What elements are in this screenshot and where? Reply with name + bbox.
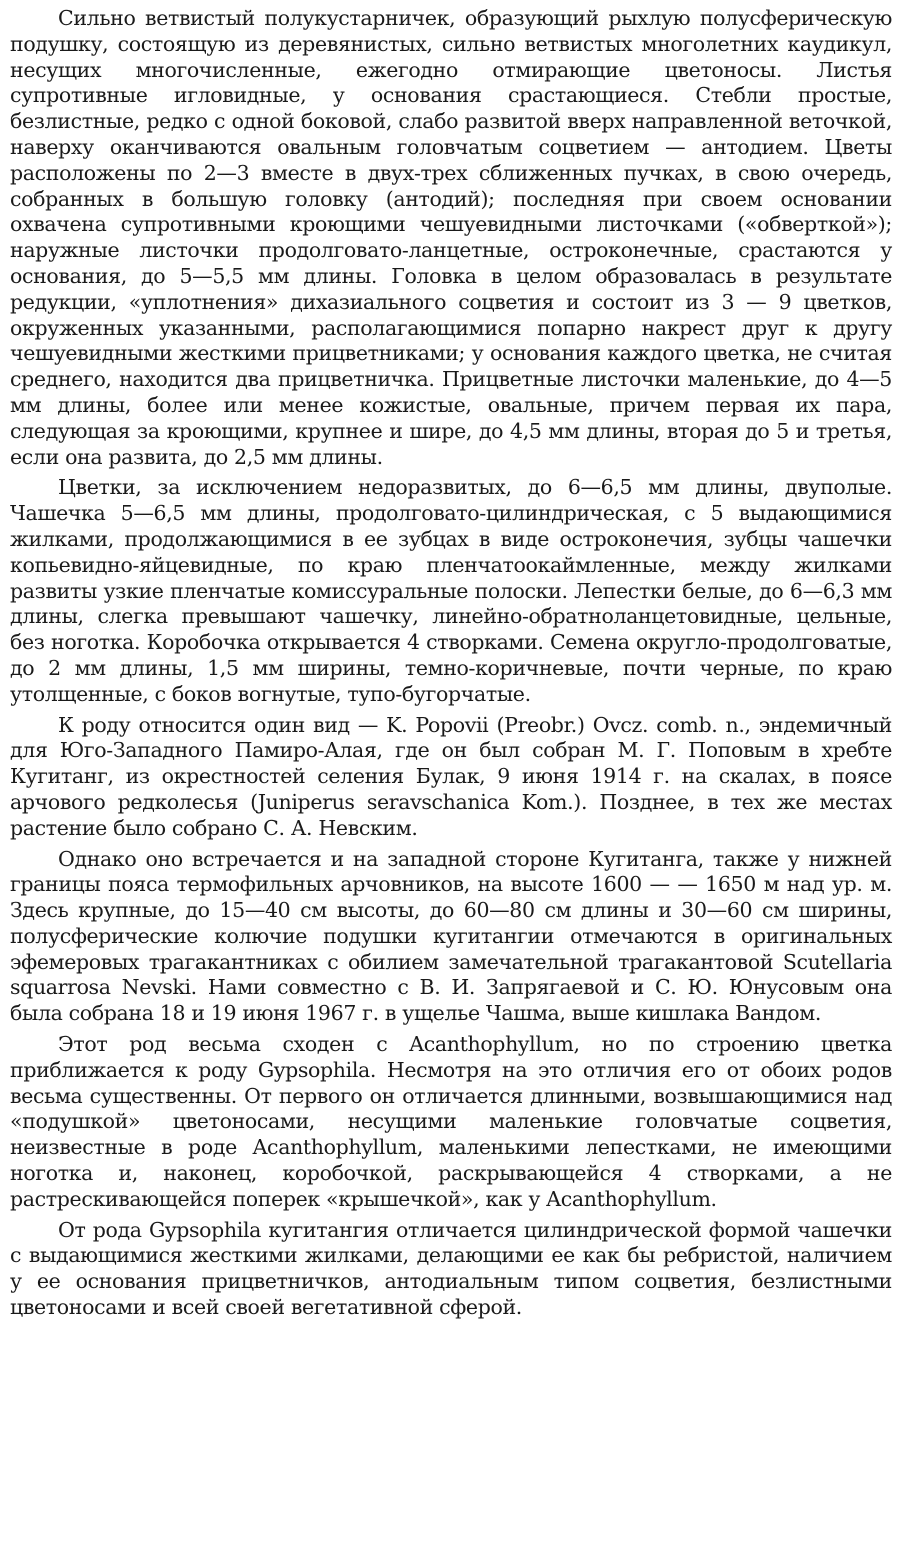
paragraph-comparison-acanthophyllum: Этот род весьма сходен с Acanthophyllum, но по строению цветка приближается к роду Gypsophila. Несмотря на это отличия его от обоих родов весьма существенны. От первого он отличается длинными, возвышающимися над «подушкой» цветоносами, несущими маленькие головчатые соцветия, неизвестные в роде Acanthophyllum, маленькими лепестками, не имеющими ноготка и, наконец, коробочкой, раскрывающейся 4 створками, а не растрескивающейся поперек «крышечкой», как у Acanthophyllum. — [10, 1032, 892, 1211]
paragraph-plant-description: Сильно ветвистый полукустарничек, образующий рыхлую полусферическую подушку, состоящую из деревянистых, сильно ветвистых многолетних каудикул, несущих многочисленные, ежегодно отмирающие цветоносы. Листья супротивные игловидные, у основания срастающиеся. Стебли простые, безлистные, редко с одной боковой, слабо развитой вверх направленной веточкой, наверху оканчиваются овальным головчатым соцветием — антодием. Цветы расположены по 2—3 вместе в двух-трех сближенных пучках, в свою очередь, собранных в большую головку (антодий); последняя при своем основании охвачена супротивными кроющими чешуевидными листочками («обверткой»); наружные листочки продолговато-ланцетные, остроконечные, срастаются у основания, до 5—5,5 мм длины. Головка в целом образовалась в результате редукции, «уплотнения» дихазиального соцветия и состоит из 3 — 9 цветков, окруженных указанными, располагающимися попарно накрест друг к другу чешуевидными жесткими прицветниками; у основания каждого цветка, не считая среднего, находится два прицветничка. Прицветные листочки маленькие, до 4—5 мм длины, более или менее кожистые, овальные, причем первая их пара, следующая за кроющими, крупнее и шире, до 4,5 мм длины, вторая до 5 и третья, если она развита, до 2,5 мм длины. — [10, 6, 892, 469]
paragraph-comparison-gypsophila: От рода Gypsophila кугитангия отличается цилиндрической формой чашечки с выдающимися жесткими жилками, делающими ее как бы ребристой, наличием у ее основания прицветничков, антодиальным типом соцветия, безлистными цветоносами и всей своей вегетативной сферой. — [10, 1217, 892, 1320]
paragraph-flowers-description: Цветки, за исключением недоразвитых, до 6—6,5 мм длины, двуполые. Чашечка 5—6,5 мм длины, продолговато-цилиндрическая, с 5 выдающимися жилками, продолжающимися в ее зубцах в виде остроконечия, зубцы чашечки копьевидно-яйцевидные, по краю пленчатоокаймленные, между жилками развиты узкие пленчатые комиссуральные полоски. Лепестки белые, до 6—6,3 мм длины, слегка превышают чашечку, линейно-обратноланцетовидные, цельные, без ноготка. Коробочка открывается 4 створками. Семена округло-продолговатые, до 2 мм длины, 1,5 мм ширины, темно-коричневые, почти черные, по краю утолщенные, с боков вогнутые, тупо-бугорчатые. — [10, 475, 892, 706]
paragraph-species-distribution: К роду относится один вид — K. Popovii (Preobr.) Ovcz. comb. n., эндемичный для Юго-Западного Памиро-Алая, где он был собран М. Г. Поповым в хребте Кугитанг, из окрестностей селения Булак, 9 июня 1914 г. на скалах, в поясе арчового редколесья (Juniperus seravschanica Kom.). Позднее, в тех же местах растение было собрано С. А. Невским. — [10, 712, 892, 840]
paragraph-western-kugitang: Однако оно встречается и на западной стороне Кугитанга, также у нижней границы пояса термофильных арчовников, на высоте 1600 — — 1650 м над ур. м. Здесь крупные, до 15—40 см высоты, до 60—80 см длины и 30—60 см ширины, полусферические колючие подушки кугитангии отмечаются в оригинальных эфемеровых трагакантниках с обилием замечательной трагакантовой Scutellaria squarrosa Nevski. Нами совместно с В. И. Запрягаевой и С. Ю. Юнусовым она была собрана 18 и 19 июня 1967 г. в ущелье Чашма, выше кишлака Вандом. — [10, 846, 892, 1026]
